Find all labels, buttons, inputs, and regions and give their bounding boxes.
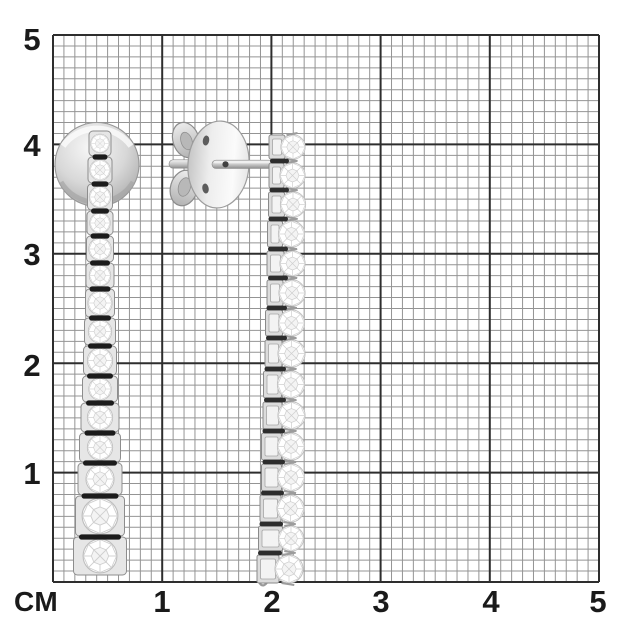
front-stone [74,534,127,575]
prong-gap [258,551,282,556]
front-stone [85,315,116,345]
prong-gap [263,429,286,434]
side-stone [263,398,305,431]
prong-gap [88,343,112,348]
side-stone [257,551,303,585]
diamond [90,213,111,234]
diamond [278,221,304,247]
bottom-axis-label-5: 5 [589,584,607,619]
diamond [277,495,304,522]
diamond [90,160,111,181]
basket-opening [273,139,282,155]
prong [284,462,296,464]
prong-gap [92,181,109,186]
diamond [89,186,111,208]
left-axis-label-1: 1 [23,456,41,491]
basket-opening [269,344,279,363]
front-stone [81,400,119,432]
diamond [280,192,305,217]
earring-front-view [55,123,139,576]
side-view-stone-column [257,133,306,585]
front-stone [87,233,114,262]
front-stone [84,343,117,375]
basket-opening [261,559,276,579]
prong-gap [82,493,119,498]
left-axis-label-2: 2 [23,348,41,383]
basket-opening [262,530,279,547]
prong-gap [91,233,110,238]
side-stone [262,429,305,462]
front-stone [86,260,114,288]
side-stone [267,276,305,308]
diamond [275,555,303,583]
front-stone [78,460,122,495]
diamond [83,539,117,573]
diamond [281,135,305,159]
side-stone [266,306,305,338]
prong-gap [260,522,284,527]
bottom-axis-label-3: 3 [372,584,390,619]
diamond [280,163,305,188]
prong [284,431,296,433]
diamond [82,498,118,534]
post-notch [222,161,228,167]
prong [282,553,295,555]
diamond [280,251,305,276]
basket-opening [273,167,281,184]
prong [284,400,296,402]
unit-label-cm: СМ [14,586,59,617]
prong-gap [264,398,286,403]
diamond [279,280,305,306]
prong-gap [267,306,288,311]
diamond [278,526,303,551]
basket-opening [267,406,279,425]
bottom-axis-label-2: 2 [263,584,281,619]
prong-gap [269,217,289,222]
prong-gap [261,491,284,496]
basket-opening [272,196,281,213]
prong-gap [265,367,287,372]
prong-gap [83,460,117,465]
basket-opening [264,499,278,518]
front-stone [80,430,121,462]
basket-opening [271,284,280,302]
diamond [89,378,112,401]
prong-gap [85,430,116,435]
prong-gap [263,460,286,465]
basket-opening [269,314,279,332]
prong-gap [89,315,111,320]
front-stone [83,373,118,402]
prong [284,524,295,526]
diamond [277,433,304,460]
front-stone [86,286,115,317]
side-stone [269,188,306,219]
prong-gap [93,154,108,159]
side-stone [262,460,305,493]
side-stone [259,522,304,553]
bottom-axis-label-4: 4 [482,584,500,619]
measurement-grid [53,35,599,582]
prong-gap [268,276,288,281]
prong-gap [79,534,121,539]
basket-opening [271,255,281,272]
side-stone [264,367,305,400]
diamond [88,320,112,344]
left-axis-label-5: 5 [23,22,41,57]
prong-gap [86,400,114,405]
left-axis-label-3: 3 [23,237,41,272]
diamond [87,405,112,430]
diamond [87,435,112,460]
diamond [88,291,112,315]
basket-opening [267,375,278,394]
diamond [278,310,304,336]
diamond [277,464,304,491]
side-stone [267,247,305,278]
prong [282,583,295,585]
prong-gap [87,373,113,378]
diamond [278,340,305,367]
diamond [89,265,111,287]
diamond [277,371,304,398]
side-stone [269,133,305,161]
prong-gap [270,159,289,164]
basket-opening [265,437,278,456]
prong-gap [90,286,111,291]
front-stone [87,208,113,235]
basket-opening [265,468,278,487]
prong-gap [268,247,288,252]
prong-gap [266,336,287,341]
front-stone [89,131,111,156]
side-stone [269,159,305,190]
diamond [89,238,112,261]
side-stone [265,336,305,369]
prong-gap [270,188,290,193]
front-stone [88,154,112,183]
front-stone [88,181,113,210]
prong-gap [90,260,110,265]
diamond [86,465,114,493]
diamond [278,402,305,429]
prong-gap [91,208,109,213]
diamond [87,348,112,373]
diamond [91,134,110,153]
left-axis-label-4: 4 [23,128,41,163]
bottom-axis-label-1: 1 [153,584,171,619]
basket-opening [271,225,279,243]
front-stone [76,493,125,536]
